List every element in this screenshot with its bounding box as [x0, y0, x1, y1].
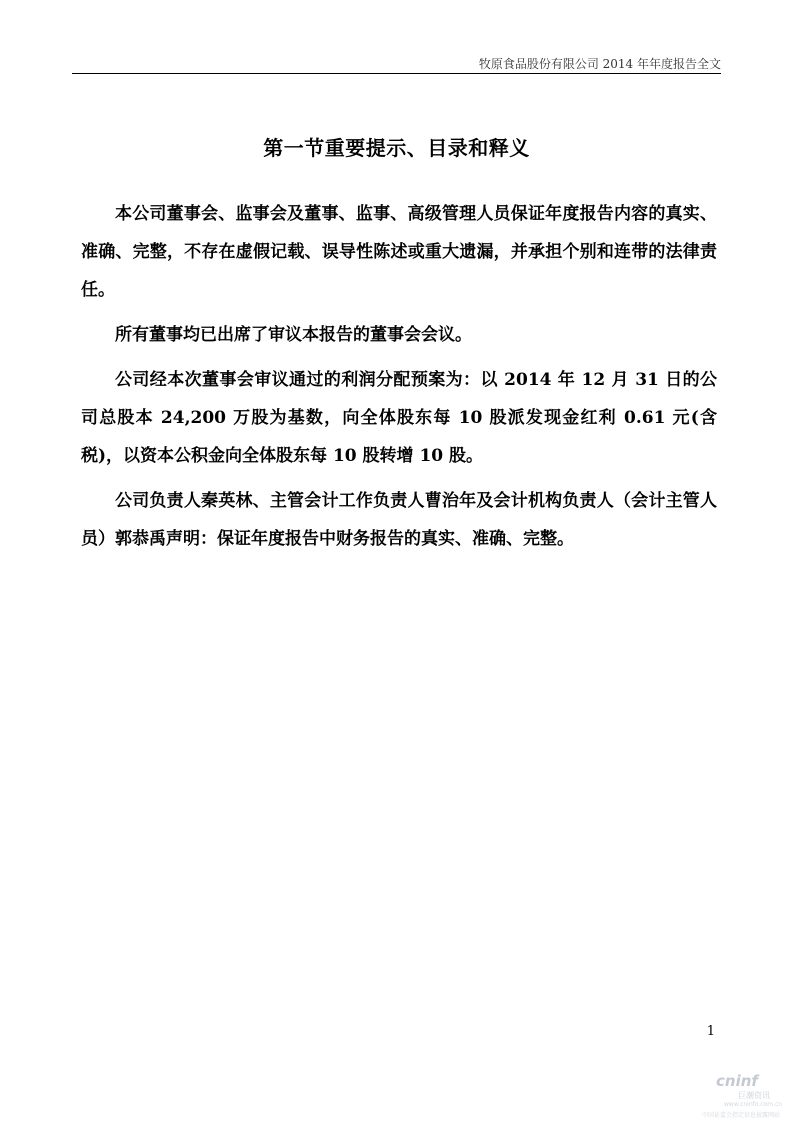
page-number: 1 — [706, 1024, 715, 1039]
paragraph-responsibility: 本公司董事会、监事会及董事、监事、高级管理人员保证年度报告内容的真实、准确、完整，不存在虚假记载、误导性陈述或重大遗漏，并承担个别和连带的法律责任。 — [81, 204, 717, 300]
cninfo-org: 中国证监会指定信息披露网站 — [702, 1112, 781, 1119]
notice-body — [81, 195, 717, 565]
paragraph-profit-distribution: 公司经本次董事会审议通过的利润分配预案为：以 2014 年 12 月 31 日的公司总股本 24,200 万股为基数，向全体股东每 10 股派发现金红利 0.61 元(含税)，以资本公积金向全体股东每 10 股转增 10 股。 — [81, 370, 717, 466]
paragraph-declaration: 公司负责人秦英林、主管会计工作负责人曹治年及会计机构负责人（会计主管人员）郭恭禹声明：保证年度报告中财务报告的真实、准确、完整。 — [81, 491, 717, 549]
cninfo-url: www.cninfo.com.cn — [724, 1101, 783, 1108]
cninfo-logo: cninf — [716, 1072, 758, 1090]
paragraph-attendance: 所有董事均已出席了审议本报告的董事会会议。 — [115, 325, 472, 345]
running-header: 牧原食品股份有限公司 2014 年年度报告全文 — [478, 57, 721, 71]
section-title: 第一节重要提示、目录和释义 — [263, 136, 530, 160]
header-divider — [72, 73, 721, 74]
cninfo-logo-subtitle: 巨潮资讯 — [738, 1091, 770, 1100]
